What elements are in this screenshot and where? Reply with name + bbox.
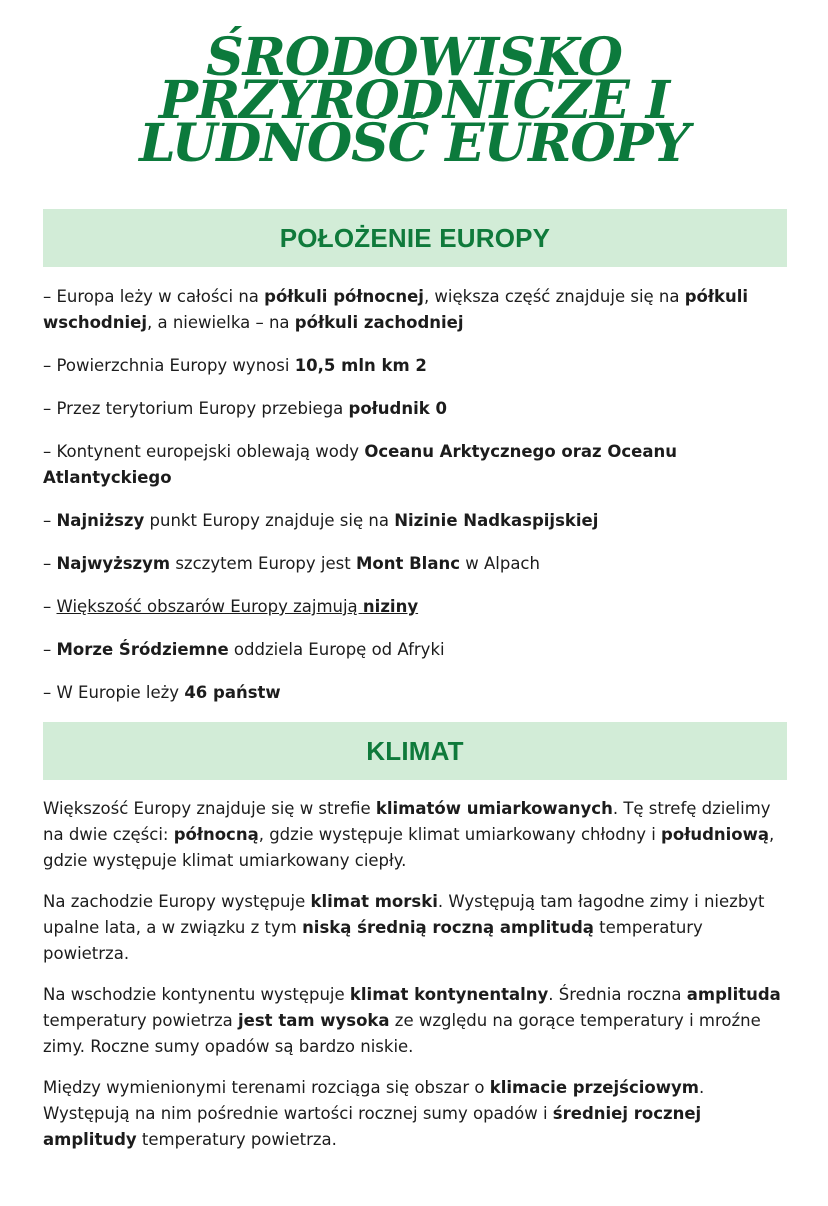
para-text: . Średnia roczna — [548, 985, 687, 1004]
section-header-polozenie — [43, 209, 787, 267]
para-text: ze względu na gorące temperatury i mroźne zimy. Roczne sumy opadów są bardzo niskie. — [43, 1011, 761, 1056]
para-bold: jest tam wysoka — [238, 1011, 390, 1030]
para-text: Między wymienionymi terenami rozciąga się obszar o — [43, 1078, 490, 1097]
para-text: temperatury powietrza. — [43, 918, 703, 963]
item-text: Większość obszarów Europy zajmują — [56, 597, 363, 616]
para-text: Na wschodzie kontynentu występuje — [43, 985, 350, 1004]
list-item — [43, 508, 787, 534]
title-line-2: PRZYRODNICZE I — [158, 70, 670, 131]
list-item — [43, 353, 787, 379]
item-bold: półkuli zachodniej — [294, 313, 464, 332]
item-text: – — [43, 511, 57, 530]
list-item — [43, 551, 787, 577]
para-text: temperatury powietrza — [43, 1011, 239, 1030]
item-bold: niziny — [362, 597, 419, 616]
para-bold: średniej rocznej amplitudy — [43, 1104, 702, 1149]
item-text: – — [43, 640, 57, 659]
paragraph — [43, 1075, 787, 1153]
item-bold: Morze Śródziemne — [56, 640, 229, 659]
item-bold: Nizinie Nadkaspijskiej — [394, 511, 599, 530]
item-text: – Powierzchnia Europy wynosi — [43, 356, 295, 375]
item-bold: Mont Blanc — [355, 554, 460, 573]
section-heading-klimat: KLIMAT — [366, 735, 464, 766]
section-header-klimat — [43, 722, 787, 780]
para-bold: klimat kontynentalny — [349, 985, 549, 1004]
paragraph — [43, 889, 787, 967]
item-text: – W Europie leży — [43, 683, 185, 702]
item-bold: południk 0 — [348, 399, 447, 418]
para-text: temperatury powietrza. — [136, 1130, 337, 1149]
item-bold: Najniższy — [56, 511, 145, 530]
item-text: – — [43, 554, 57, 573]
section-heading-polozenie: POŁOŻENIE EUROPY — [279, 222, 551, 253]
item-text: , a niewielka – na — [147, 313, 295, 332]
para-text: . Występują tam łagodne zimy i niezbyt upalne lata, a w związku z tym — [43, 892, 765, 937]
item-text: punkt Europy znajduje się na — [144, 511, 395, 530]
para-bold: amplituda — [686, 985, 781, 1004]
title-line-1: ŚRODOWISKO — [206, 27, 622, 88]
para-text: Na zachodzie Europy występuje — [43, 892, 311, 911]
para-bold: południową — [661, 825, 769, 844]
item-text: oddziela Europę od Afryki — [228, 640, 445, 659]
list-item — [43, 594, 787, 620]
para-bold: klimatów umiarkowanych — [375, 799, 613, 818]
item-bold: 46 państw — [184, 683, 281, 702]
list-item — [43, 284, 787, 336]
item-text: – — [43, 597, 57, 616]
title-line-3: LUDNOŚĆ EUROPY — [139, 113, 689, 174]
item-text: – Europa leży w całości na — [43, 287, 265, 306]
polozenie-list — [43, 284, 787, 706]
para-text: . Tę strefę dzielimy na dwie części: — [43, 799, 771, 844]
list-item — [43, 439, 787, 491]
page-title — [0, 27, 828, 174]
item-bold: półkuli wschodniej — [43, 287, 749, 332]
para-text: Większość Europy znajduje się w strefie — [43, 799, 376, 818]
list-item — [43, 396, 787, 422]
para-bold: niską średnią roczną amplitudą — [302, 918, 594, 937]
para-text: . Występują na nim pośrednie wartości rocznej sumy opadów i — [43, 1078, 705, 1123]
item-underlined — [57, 597, 419, 616]
list-item — [43, 680, 787, 706]
para-bold: klimat morski — [310, 892, 438, 911]
item-bold: Najwyższym — [56, 554, 171, 573]
item-bold: półkuli północnej — [264, 287, 424, 306]
item-text: w Alpach — [459, 554, 540, 573]
item-text: – Przez terytorium Europy przebiega — [43, 399, 349, 418]
para-bold: północną — [173, 825, 259, 844]
title-block — [0, 22, 828, 182]
para-bold: klimacie przejściowym — [489, 1078, 699, 1097]
item-text: , większa część znajduje się na — [423, 287, 685, 306]
paragraph — [43, 982, 787, 1060]
paragraph — [43, 796, 787, 874]
para-text: , gdzie występuje klimat umiarkowany ciepły. — [43, 825, 775, 870]
para-text: , gdzie występuje klimat umiarkowany chłodny i — [258, 825, 662, 844]
item-bold: Oceanu Arktycznego oraz Oceanu Atlantyckiego — [43, 442, 677, 487]
klimat-body — [43, 796, 787, 1168]
list-item — [43, 637, 787, 663]
item-text: – Kontynent europejski oblewają wody — [43, 442, 365, 461]
item-bold: 10,5 mln km 2 — [294, 356, 427, 375]
item-text: szczytem Europy jest — [170, 554, 356, 573]
